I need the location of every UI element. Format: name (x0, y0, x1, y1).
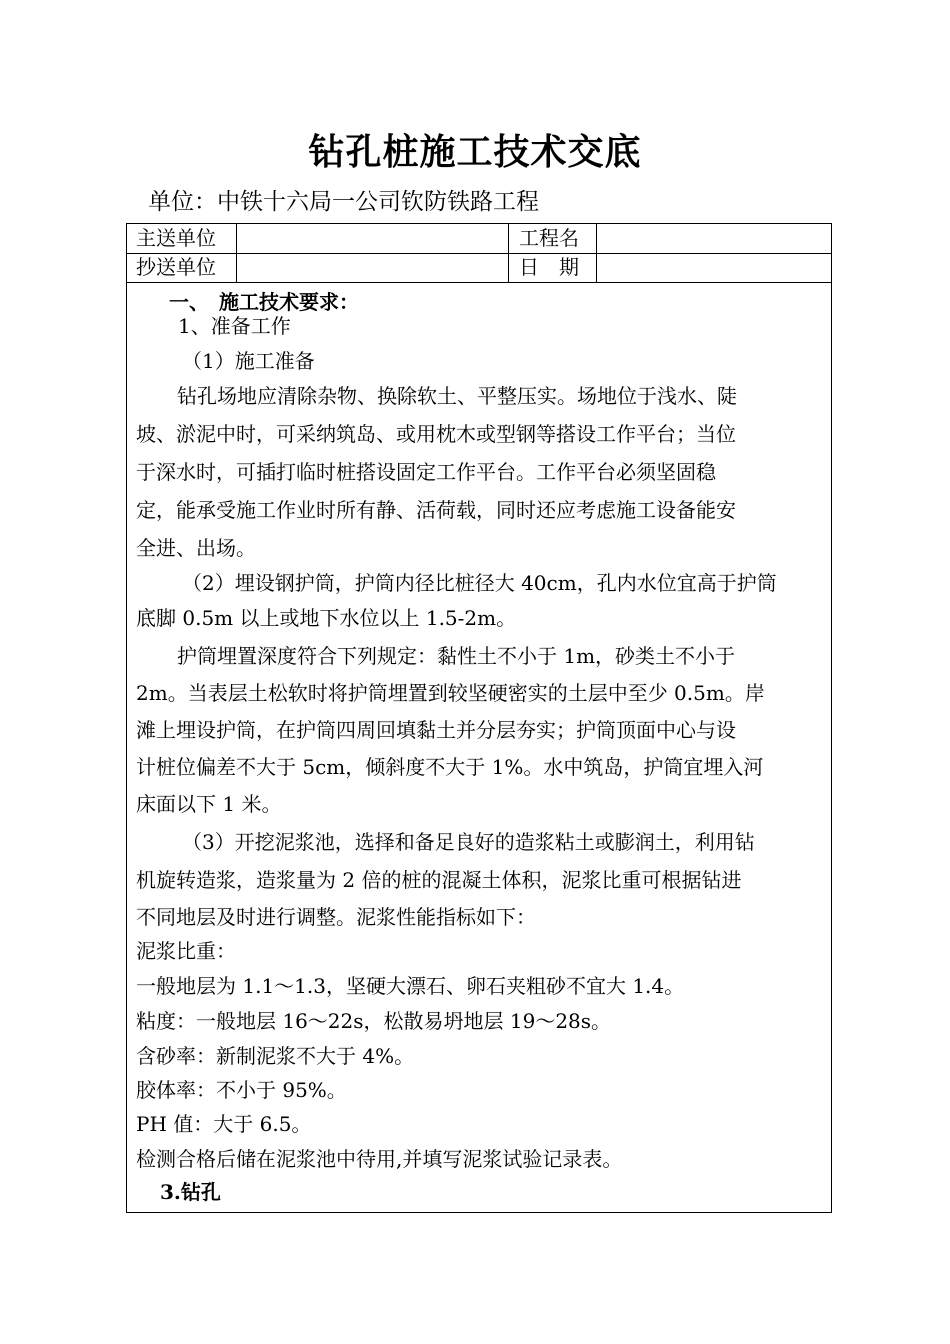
header-row-main-recipient (127, 224, 831, 254)
spec-line: PH 值：大于 6.5。 (136, 1112, 312, 1136)
paragraph-line: （2）埋设钢护筒，护筒内径比桩径大 40cm，孔内水位宜高于护筒 (182, 571, 777, 595)
spec-line: 胶体率：不小于 95%。 (136, 1078, 347, 1102)
spec-line: 一般地层为 1.1～1.3，坚硬大漂石、卵石夹粗砂不宜大 1.4。 (136, 974, 685, 998)
date-label: 日 期 (509, 253, 597, 282)
spec-line: 粘度：一般地层 16～22s，松散易坍地层 19～28s。 (136, 1009, 612, 1033)
paragraph-line: 护筒埋置深度符合下列规定：黏性土不小于 1m，砂类土不小于 (177, 644, 736, 668)
header-row-cc-recipient (127, 253, 831, 283)
subsection-heading: （1）施工准备 (182, 349, 315, 373)
item-heading: 1、准备工作 (178, 314, 291, 338)
paragraph-line: 全进、出场。 (136, 536, 256, 560)
paragraph-line: 滩上埋设护筒，在护筒四周回填黏土并分层夯实；护筒顶面中心与设 (136, 718, 736, 742)
unit-line: 单位：中铁十六局一公司钦防铁路工程 (148, 189, 539, 215)
main-recipient-value (237, 224, 509, 253)
paragraph-line: 计桩位偏差不大于 5cm，倾斜度不大于 1%。水中筑岛，护筒宜埋入河 (136, 755, 764, 779)
cc-recipient-label: 抄送单位 (127, 253, 237, 282)
project-name-value (597, 224, 831, 253)
document-title: 钻孔桩施工技术交底 (308, 131, 642, 173)
paragraph-line: 不同地层及时进行调整。泥浆性能指标如下： (136, 905, 536, 929)
date-value (597, 253, 831, 282)
project-name-label: 工程名 (509, 224, 597, 253)
section-heading: 一、 施工技术要求： (169, 290, 359, 314)
paragraph-line: 机旋转造浆，造浆量为 2 倍的桩的混凝土体积，泥浆比重可根据钻进 (136, 868, 742, 892)
paragraph-line: 2m。当表层土松软时将护筒埋置到较坚硬密实的土层中至少 0.5m。岸 (136, 681, 765, 705)
main-recipient-label: 主送单位 (127, 224, 237, 253)
spec-line: 含砂率：新制泥浆不大于 4%。 (136, 1044, 415, 1068)
paragraph-line: 定，能承受施工作业时所有静、活荷载，同时还应考虑施工设备能安 (136, 498, 736, 522)
spec-line: 泥浆比重： (136, 939, 236, 963)
paragraph-line: 于深水时，可插打临时桩搭设固定工作平台。工作平台必须坚固稳 (136, 460, 716, 484)
paragraph-line: 钻孔场地应清除杂物、换除软土、平整压实。场地位于浅水、陡 (177, 384, 737, 408)
paragraph-line: 坡、淤泥中时，可采纳筑岛、或用枕木或型钢等搭设工作平台；当位 (136, 422, 736, 446)
item-heading-drilling: 3.钻孔 (160, 1180, 221, 1204)
paragraph-line: 床面以下 1 米。 (136, 792, 282, 816)
cc-recipient-value (237, 253, 509, 282)
paragraph-line: （3）开挖泥浆池，选择和备足良好的造浆粘土或膨润土，利用钻 (182, 830, 755, 854)
spec-line: 检测合格后储在泥浆池中待用,并填写泥浆试验记录表。 (136, 1147, 623, 1171)
paragraph-line: 底脚 0.5m 以上或地下水位以上 1.5-2m。 (136, 606, 517, 630)
disclosure-form (126, 223, 832, 1213)
